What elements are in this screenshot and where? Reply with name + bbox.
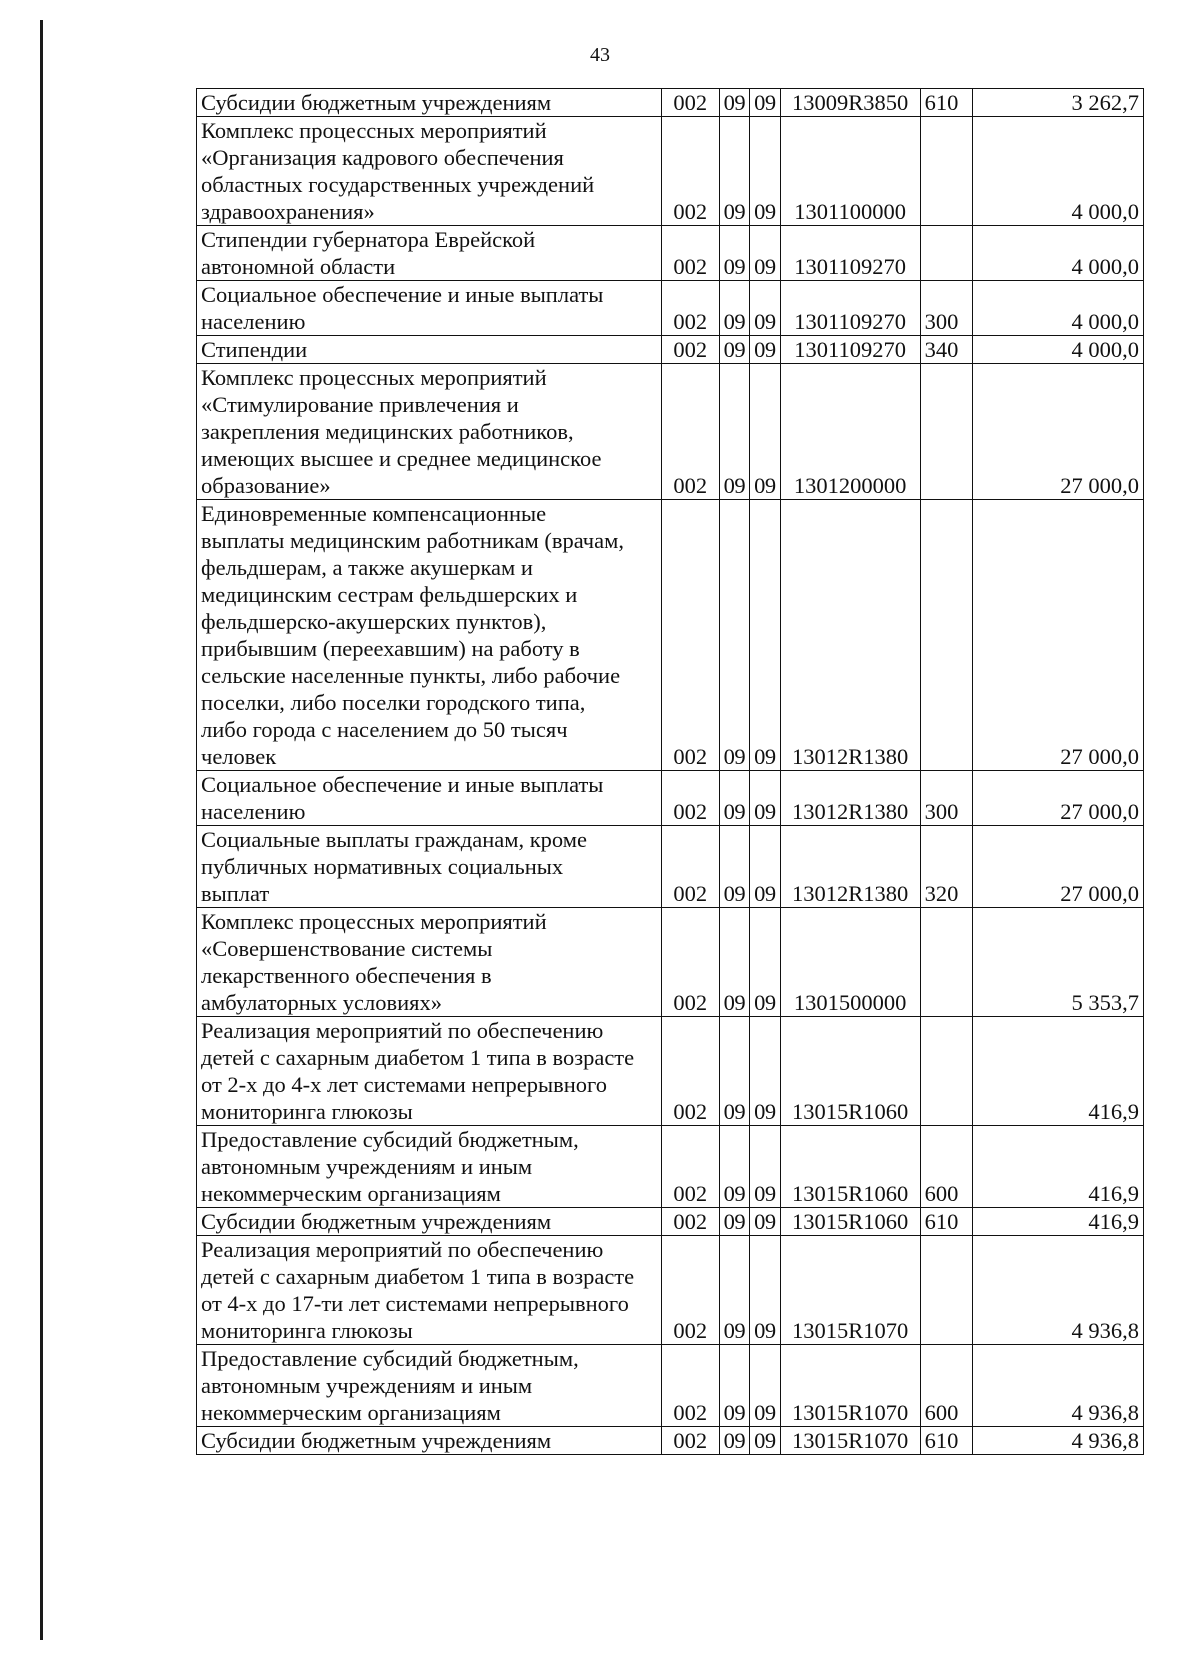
target-article-cell: 13012R1380 [780,826,920,908]
budget-table [196,88,1144,1455]
subsection-code-cell: 09 [750,826,781,908]
expense-name-cell: Социальное обеспечение и иные выплаты населению [197,771,662,826]
table-row [197,1017,1144,1126]
expense-type-cell: 610 [920,89,972,117]
subsection-code-cell: 09 [750,364,781,500]
expense-name-cell: Комплекс процессных мероприятий «Стимулирование привлечения и закрепления медицинских работников, имеющих высшее и среднее медицинское образование» [197,364,662,500]
admin-code-cell: 002 [661,117,719,226]
expense-type-cell: 610 [920,1427,972,1455]
expense-type-cell [920,500,972,771]
admin-code-cell: 002 [661,1427,719,1455]
expense-name-cell: Стипендии губернатора Еврейской автономной области [197,226,662,281]
target-article-cell: 1301200000 [780,364,920,500]
table-row [197,281,1144,336]
admin-code-cell: 002 [661,1208,719,1236]
table-row [197,89,1144,117]
subsection-code-cell: 09 [750,1345,781,1427]
amount-cell: 27 000,0 [972,826,1143,908]
section-code-cell: 09 [719,1126,750,1208]
expense-type-cell: 340 [920,336,972,364]
expense-type-cell: 600 [920,1126,972,1208]
scan-edge-line [40,20,43,1640]
amount-cell: 4 000,0 [972,336,1143,364]
subsection-code-cell: 09 [750,226,781,281]
page-number: 43 [590,44,610,66]
expense-type-cell [920,1236,972,1345]
expense-name-cell: Социальное обеспечение и иные выплаты населению [197,281,662,336]
expense-type-cell [920,364,972,500]
expense-type-cell: 300 [920,771,972,826]
target-article-cell: 1301109270 [780,281,920,336]
section-code-cell: 09 [719,226,750,281]
expense-name-cell: Единовременные компенсационные выплаты медицинским работникам (врачам, фельдшерам, а также акушеркам и медицинским сестрам фельдшерских и фельдшерско-акушерских пунктов), прибывшим (переехавшим) на работу в сельские населенные пункты, либо рабочие поселки, либо поселки городского типа, либо города с населением до 50 тысяч человек [197,500,662,771]
admin-code-cell: 002 [661,281,719,336]
section-code-cell: 09 [719,1208,750,1236]
subsection-code-cell: 09 [750,281,781,336]
expense-name-cell: Предоставление субсидий бюджетным, автономным учреждениям и иным некоммерческим организациям [197,1345,662,1427]
admin-code-cell: 002 [661,908,719,1017]
expense-name-cell: Комплекс процессных мероприятий «Организация кадрового обеспечения областных государственных учреждений здравоохранения» [197,117,662,226]
expense-name-cell: Предоставление субсидий бюджетным, автономным учреждениям и иным некоммерческим организациям [197,1126,662,1208]
target-article-cell: 13009R3850 [780,89,920,117]
subsection-code-cell: 09 [750,336,781,364]
expense-name-cell: Субсидии бюджетным учреждениям [197,1427,662,1455]
subsection-code-cell: 09 [750,771,781,826]
amount-cell: 4 000,0 [972,281,1143,336]
amount-cell: 4 936,8 [972,1236,1143,1345]
table-row [197,1208,1144,1236]
expense-name-cell: Социальные выплаты гражданам, кроме публичных нормативных социальных выплат [197,826,662,908]
admin-code-cell: 002 [661,826,719,908]
amount-cell: 416,9 [972,1126,1143,1208]
amount-cell: 416,9 [972,1208,1143,1236]
section-code-cell: 09 [719,1017,750,1126]
amount-cell: 27 000,0 [972,500,1143,771]
subsection-code-cell: 09 [750,1208,781,1236]
table-row [197,908,1144,1017]
section-code-cell: 09 [719,908,750,1017]
section-code-cell: 09 [719,500,750,771]
expense-name-cell: Субсидии бюджетным учреждениям [197,89,662,117]
expense-type-cell [920,908,972,1017]
subsection-code-cell: 09 [750,1427,781,1455]
budget-table-body [197,89,1144,1455]
amount-cell: 416,9 [972,1017,1143,1126]
subsection-code-cell: 09 [750,89,781,117]
amount-cell: 3 262,7 [972,89,1143,117]
table-row [197,226,1144,281]
section-code-cell: 09 [719,336,750,364]
subsection-code-cell: 09 [750,908,781,1017]
target-article-cell: 13015R1070 [780,1236,920,1345]
subsection-code-cell: 09 [750,1126,781,1208]
expense-name-cell: Стипендии [197,336,662,364]
table-row [197,500,1144,771]
admin-code-cell: 002 [661,89,719,117]
section-code-cell: 09 [719,826,750,908]
expense-type-cell: 600 [920,1345,972,1427]
target-article-cell: 13012R1380 [780,500,920,771]
admin-code-cell: 002 [661,1126,719,1208]
section-code-cell: 09 [719,281,750,336]
amount-cell: 5 353,7 [972,908,1143,1017]
admin-code-cell: 002 [661,226,719,281]
admin-code-cell: 002 [661,500,719,771]
admin-code-cell: 002 [661,1017,719,1126]
subsection-code-cell: 09 [750,1236,781,1345]
section-code-cell: 09 [719,1427,750,1455]
expense-type-cell [920,1017,972,1126]
admin-code-cell: 002 [661,1236,719,1345]
amount-cell: 27 000,0 [972,771,1143,826]
admin-code-cell: 002 [661,364,719,500]
table-row [197,117,1144,226]
target-article-cell: 13015R1060 [780,1208,920,1236]
table-row [197,771,1144,826]
expense-name-cell: Реализация мероприятий по обеспечению детей с сахарным диабетом 1 типа в возрасте от 2-х до 4-х лет системами непрерывного мониторинга глюкозы [197,1017,662,1126]
expense-type-cell: 320 [920,826,972,908]
admin-code-cell: 002 [661,771,719,826]
target-article-cell: 1301109270 [780,336,920,364]
amount-cell: 4 936,8 [972,1427,1143,1455]
target-article-cell: 1301109270 [780,226,920,281]
expense-name-cell: Комплекс процессных мероприятий «Совершенствование системы лекарственного обеспечения в амбулаторных условиях» [197,908,662,1017]
section-code-cell: 09 [719,771,750,826]
expense-name-cell: Реализация мероприятий по обеспечению детей с сахарным диабетом 1 типа в возрасте от 4-х до 17-ти лет системами непрерывного мониторинга глюкозы [197,1236,662,1345]
section-code-cell: 09 [719,89,750,117]
expense-type-cell: 300 [920,281,972,336]
table-row [197,364,1144,500]
target-article-cell: 13015R1060 [780,1126,920,1208]
expense-type-cell [920,226,972,281]
expense-name-cell: Субсидии бюджетным учреждениям [197,1208,662,1236]
subsection-code-cell: 09 [750,117,781,226]
target-article-cell: 13015R1070 [780,1345,920,1427]
target-article-cell: 13015R1060 [780,1017,920,1126]
target-article-cell: 1301500000 [780,908,920,1017]
table-row [197,1126,1144,1208]
target-article-cell: 13015R1070 [780,1427,920,1455]
section-code-cell: 09 [719,117,750,226]
table-row [197,1427,1144,1455]
section-code-cell: 09 [719,364,750,500]
expense-type-cell [920,117,972,226]
admin-code-cell: 002 [661,336,719,364]
amount-cell: 4 936,8 [972,1345,1143,1427]
section-code-cell: 09 [719,1345,750,1427]
target-article-cell: 1301100000 [780,117,920,226]
subsection-code-cell: 09 [750,500,781,771]
section-code-cell: 09 [719,1236,750,1345]
table-row [197,826,1144,908]
target-article-cell: 13012R1380 [780,771,920,826]
table-row [197,336,1144,364]
subsection-code-cell: 09 [750,1017,781,1126]
expense-type-cell: 610 [920,1208,972,1236]
table-row [197,1236,1144,1345]
admin-code-cell: 002 [661,1345,719,1427]
amount-cell: 27 000,0 [972,364,1143,500]
amount-cell: 4 000,0 [972,117,1143,226]
amount-cell: 4 000,0 [972,226,1143,281]
table-row [197,1345,1144,1427]
